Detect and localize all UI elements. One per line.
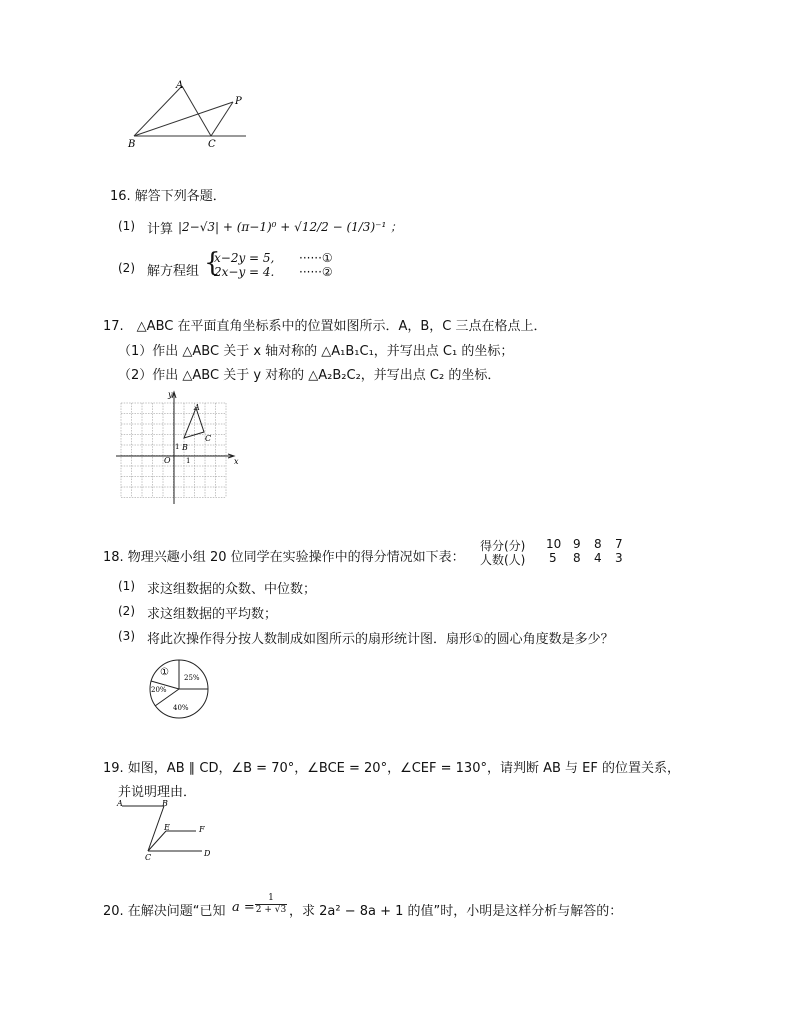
q18-part3-number: (3) [118, 629, 135, 643]
axis-y-label: y [168, 390, 173, 399]
q20-text-end: ，求 2a² − 8a + 1 的值”时，小明是这样分析与解答的： [289, 904, 623, 919]
table-cell: 9 [573, 537, 581, 551]
q18-part2: 求这组数据的平均数； [147, 607, 278, 622]
pie-label-1: ① [160, 667, 169, 678]
q20-text-start: 20. 在解决问题“已知 [103, 904, 226, 919]
q18-part1-number: (1) [118, 579, 135, 593]
coordinate-grid-figure [116, 388, 242, 504]
table-row-head-count: 人数(人) [480, 553, 526, 567]
q18-part3: 将此次操作得分按人数制成如图所示的扇形统计图．扇形①的圆心角度数是多少？ [147, 632, 614, 647]
label-e: E [164, 823, 170, 832]
unit-x-label: 1 [186, 457, 191, 465]
label-c: C [145, 853, 152, 862]
point-a-label: A [194, 403, 200, 412]
q17-stem: 17. △ABC 在平面直角坐标系中的位置如图所示．A，B，C 三点在格点上． [103, 319, 547, 334]
q16-part2-label: 解方程组 [147, 264, 200, 279]
table-row-head-score: 得分(分) [480, 539, 526, 553]
table-cell: 7 [615, 537, 623, 551]
origin-label: O [164, 456, 171, 465]
table-cell: 8 [594, 537, 602, 551]
q16-part1-expression: |2−√3| + (π−1)⁰ + √12/2 − (1/3)⁻¹ ； [178, 220, 403, 234]
pie-label-40: 40% [173, 704, 189, 712]
table-cell: 5 [549, 551, 557, 565]
label-a: A [117, 799, 123, 808]
pie-chart-figure [146, 659, 212, 721]
pie-label-20: 20% [151, 686, 167, 694]
table-cell: 3 [615, 551, 623, 565]
table-cell: 8 [573, 551, 581, 565]
q16-part1-number: (1) [118, 219, 135, 233]
fraction-numerator: 1 [255, 893, 287, 905]
q16-part1-label: 计算 [147, 222, 174, 237]
q18-part2-number: (2) [118, 604, 135, 618]
q19-line1: 19. 如图，AB ∥ CD，∠B = 70°，∠BCE = 20°，∠CEF = 130°，请判断 AB 与 EF 的位置关系， [103, 761, 681, 776]
equation-2: 2x−y = 4. [214, 265, 275, 279]
q16-part2-number: (2) [118, 261, 135, 275]
label-d: D [204, 849, 211, 858]
q17-part1: （1）作出 △ABC 关于 x 轴对称的 △A₁B₁C₁，并写出点 C₁ 的坐标； [118, 344, 514, 359]
axis-x-label: x [234, 457, 239, 466]
q19-line2: 并说明理由． [118, 785, 197, 800]
label-p: P [235, 96, 242, 107]
table-cell: 4 [594, 551, 602, 565]
point-b-label: B [182, 443, 188, 452]
label-f: F [199, 825, 205, 834]
triangle-figure [120, 78, 260, 150]
parallel-lines-figure [114, 797, 218, 863]
q20-variable: a = [232, 900, 255, 915]
table-cell: 10 [546, 537, 562, 551]
point-c-label: C [205, 434, 212, 443]
q18-stem: 18. 物理兴趣小组 20 位同学在实验操作中的得分情况如下表： [103, 550, 465, 565]
equation-tag-1: ······① [299, 251, 333, 265]
label-b: B [128, 139, 136, 150]
fraction-denominator: 2 + √3 [255, 905, 287, 915]
label-c: C [208, 139, 216, 150]
equation-tag-2: ······② [299, 265, 333, 279]
q20-fraction [255, 893, 287, 916]
label-b: B [162, 799, 168, 808]
pie-label-25: 25% [184, 674, 200, 682]
q16-stem: 16. 解答下列各题． [110, 189, 226, 204]
label-a: A [176, 80, 184, 91]
equation-brace: { [204, 248, 221, 278]
q17-part2: （2）作出 △ABC 关于 y 对称的 △A₂B₂C₂，并写出点 C₂ 的坐标． [118, 368, 501, 383]
unit-y-label: 1 [175, 443, 180, 451]
equation-1: x−2y = 5, [214, 251, 275, 265]
q18-part1: 求这组数据的众数、中位数； [147, 582, 317, 597]
